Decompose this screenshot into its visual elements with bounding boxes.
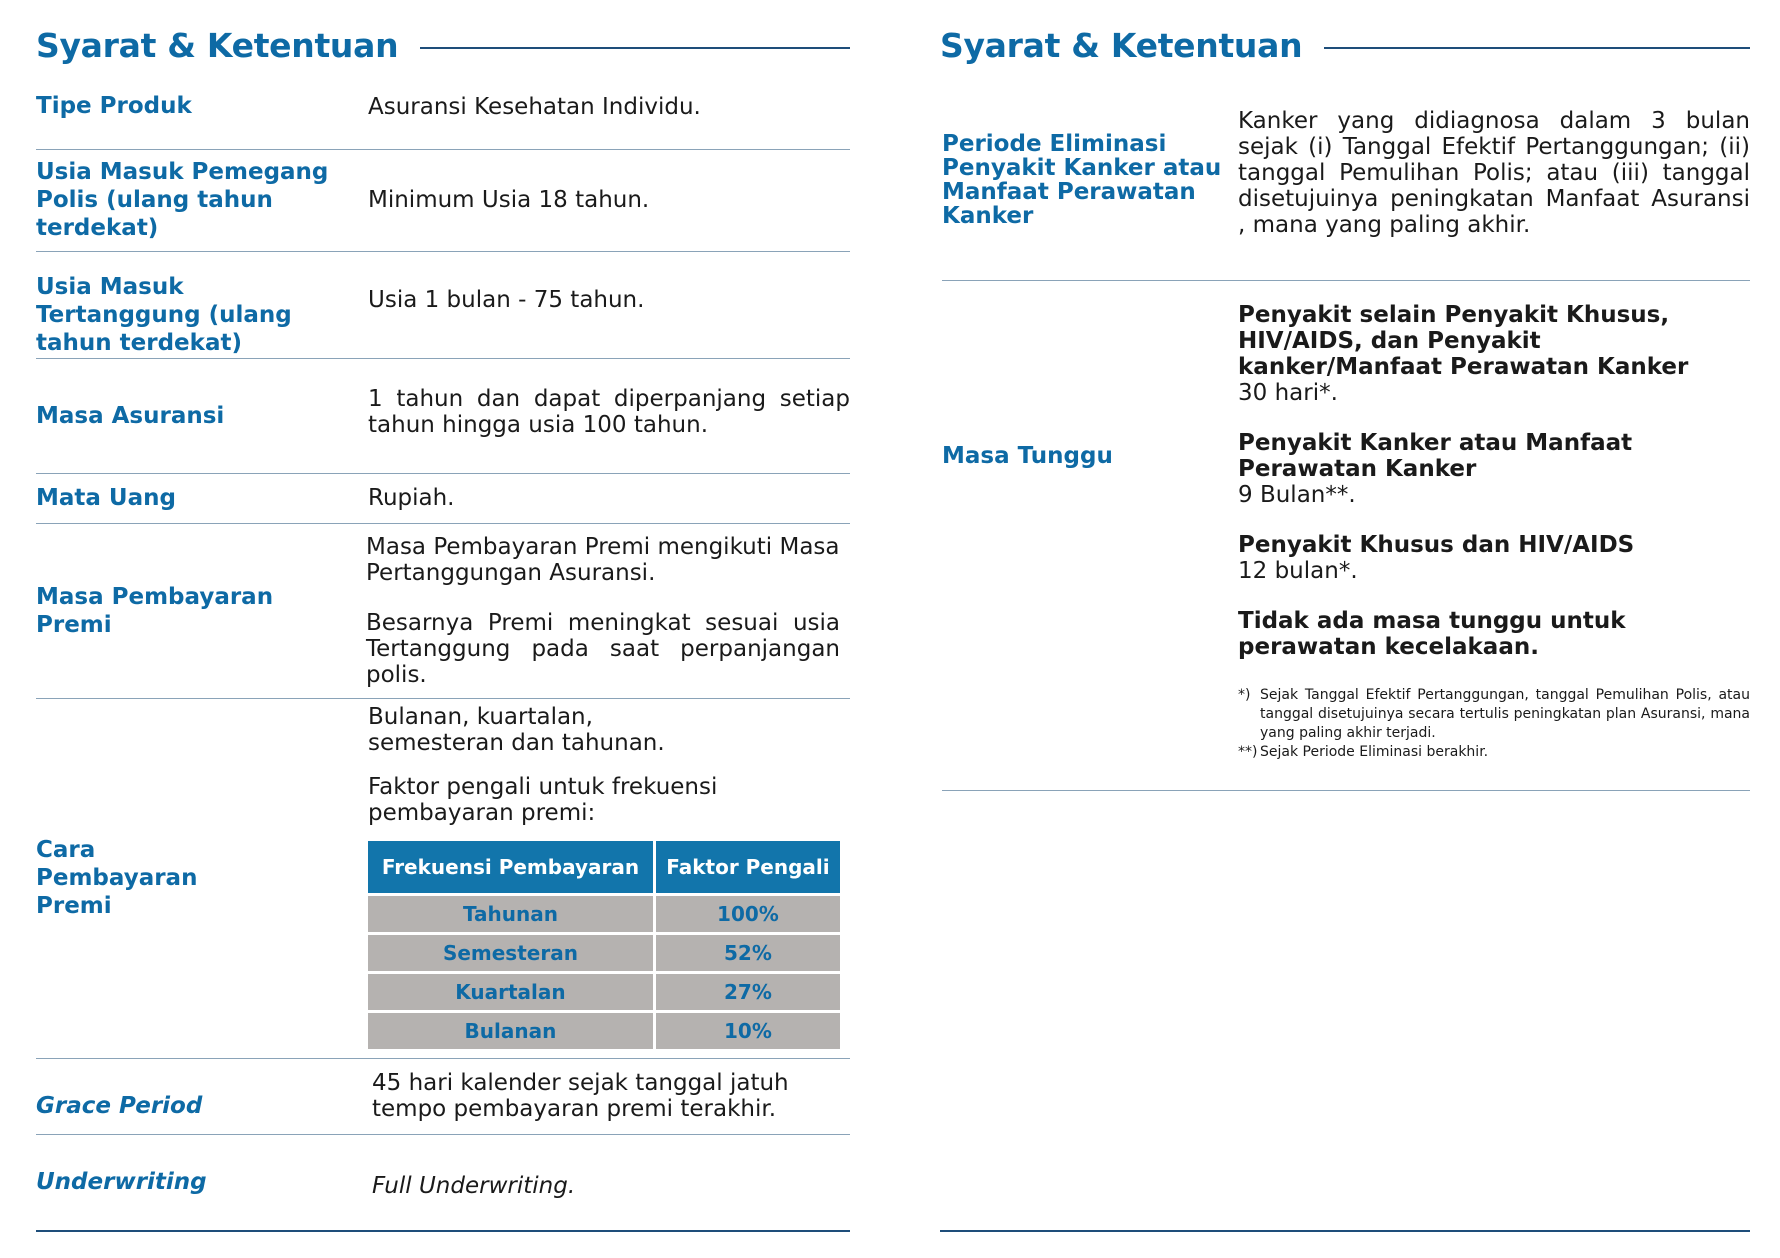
- table-header-faktor: Faktor Pengali: [656, 841, 840, 893]
- title-rule: [1324, 47, 1750, 49]
- label-grace-period: Grace Period: [36, 1093, 203, 1119]
- footnote-text: Sejak Tanggal Efektif Pertanggungan, tanggal Pemulihan Polis, atau tanggal disetujuinya secara tertulis peningkatan plan Asuransi, mana yang paling akhir terjadi.: [1260, 687, 1750, 741]
- label-masa-asuransi: Masa Asuransi: [36, 402, 225, 429]
- table-row: [368, 1013, 840, 1049]
- masa-tunggu-item-head: Penyakit selain Penyakit Khusus, HIV/AIDS, dan Penyakit kanker/Manfaat Perawatan Kanker: [1238, 302, 1689, 380]
- faktor-pengali-table: [365, 838, 843, 1052]
- page-title: Syarat & Ketentuan: [940, 25, 1303, 65]
- table-row: [368, 896, 840, 932]
- label-periode-eliminasi: Periode Eliminasi Penyakit Kanker atau Manfaat Perawatan Kanker: [942, 131, 1222, 229]
- footnote: [1238, 743, 1750, 762]
- table-row: [368, 974, 840, 1010]
- table-cell-faktor: 100%: [656, 896, 840, 932]
- masa-tunggu-item-head: Penyakit Khusus dan HIV/AIDS: [1238, 532, 1635, 558]
- row-masa-asuransi: [36, 358, 850, 474]
- value-tipe-produk: Asuransi Kesehatan Individu.: [368, 94, 701, 120]
- bottom-rule: [36, 1230, 850, 1232]
- label-mata-uang: Mata Uang: [36, 485, 176, 511]
- masa-tunggu-item-head: Penyakit Kanker atau Manfaat Perawatan Kanker: [1238, 430, 1633, 482]
- table-header-row: [368, 841, 840, 893]
- value-cara-pembayaran: [368, 698, 850, 1058]
- label-underwriting: Underwriting: [36, 1169, 207, 1195]
- masa-tunggu-item-value: 12 bulan*.: [1238, 558, 1358, 584]
- bottom-rule: [940, 1230, 1750, 1232]
- value-usia-tertanggung: Usia 1 bulan - 75 tahun.: [368, 287, 645, 313]
- cara-pembayaran-text-1: Bulanan, kuartalan, semesteran dan tahunan.: [368, 704, 665, 756]
- row-mata-uang: [36, 473, 850, 524]
- label-usia-pemegang: Usia Masuk Pemegang Polis (ulang tahun terdekat): [36, 159, 329, 241]
- no-wait-text: Tidak ada masa tunggu untuk perawatan kecelakaan.: [1238, 608, 1626, 660]
- value-underwriting: Full Underwriting.: [372, 1173, 576, 1199]
- table-cell-faktor: 52%: [656, 935, 840, 971]
- label-cara-pembayaran: Cara Pembayaran Premi: [36, 837, 198, 919]
- masa-pembayaran-text-1: Masa Pembayaran Premi mengikuti Masa Pertanggungan Asuransi.: [366, 533, 840, 586]
- masa-tunggu-item-value: 30 hari*.: [1238, 380, 1338, 406]
- table-cell-frekuensi: Kuartalan: [368, 974, 653, 1010]
- value-mata-uang: Rupiah.: [368, 485, 455, 511]
- footnote: [1238, 686, 1750, 743]
- row-masa-tunggu: [942, 280, 1750, 791]
- footnote-mark: *): [1238, 687, 1251, 703]
- value-masa-asuransi: 1 tahun dan dapat diperpanjang setiap tahun hingga usia 100 tahun.: [368, 386, 850, 438]
- table-cell-faktor: 27%: [656, 974, 840, 1010]
- value-periode-eliminasi: Kanker yang didiagnosa dalam 3 bulan sejak (i) Tanggal Efektif Pertanggungan; (ii) tanggal Pemulihan Polis; atau (iii) tanggal disetujuinya peningkatan Manfaat Asuransi , mana yang paling akhir.: [1238, 108, 1750, 238]
- footnote-mark: **): [1238, 744, 1258, 760]
- right-header: [940, 20, 1750, 70]
- page-title: Syarat & Ketentuan: [36, 25, 399, 65]
- footnotes: [1238, 686, 1750, 762]
- row-usia-pemegang: [36, 149, 850, 252]
- table-row: [368, 935, 840, 971]
- title-rule: [420, 47, 850, 49]
- value-grace-period: 45 hari kalender sejak tanggal jatuh tempo pembayaran premi terakhir.: [372, 1070, 789, 1122]
- cara-pembayaran-text-2: Faktor pengali untuk frekuensi pembayaran premi:: [368, 774, 718, 826]
- masa-pembayaran-text-2: Besarnya Premi meningkat sesuai usia Tertanggung pada saat perpanjangan polis.: [366, 609, 840, 688]
- label-masa-tunggu: Masa Tunggu: [942, 443, 1113, 469]
- value-usia-pemegang: Minimum Usia 18 tahun.: [368, 187, 650, 213]
- row-periode-eliminasi: [942, 100, 1750, 281]
- row-usia-tertanggung: [36, 251, 850, 359]
- value-masa-tunggu: [1238, 302, 1750, 762]
- row-underwriting: [36, 1134, 850, 1230]
- table-header-frekuensi: Frekuensi Pembayaran: [368, 841, 653, 893]
- row-tipe-produk: [36, 70, 850, 150]
- footnote-text: Sejak Periode Eliminasi berakhir.: [1260, 744, 1489, 760]
- row-masa-pembayaran: [36, 523, 850, 699]
- label-tipe-produk: Tipe Produk: [36, 93, 192, 119]
- value-masa-pembayaran: [366, 523, 840, 698]
- label-masa-pembayaran: Masa Pembayaran Premi: [36, 583, 274, 638]
- row-cara-pembayaran: [36, 698, 850, 1059]
- masa-tunggu-item-value: 9 Bulan**.: [1238, 482, 1356, 508]
- row-grace-period: [36, 1058, 850, 1135]
- label-usia-tertanggung: Usia Masuk Tertanggung (ulang tahun terdekat): [36, 274, 292, 356]
- table-cell-frekuensi: Semesteran: [368, 935, 653, 971]
- table-cell-frekuensi: Tahunan: [368, 896, 653, 932]
- left-page: [0, 0, 880, 1258]
- right-page: [900, 0, 1780, 1258]
- table-cell-faktor: 10%: [656, 1013, 840, 1049]
- left-header: [36, 20, 850, 70]
- table-cell-frekuensi: Bulanan: [368, 1013, 653, 1049]
